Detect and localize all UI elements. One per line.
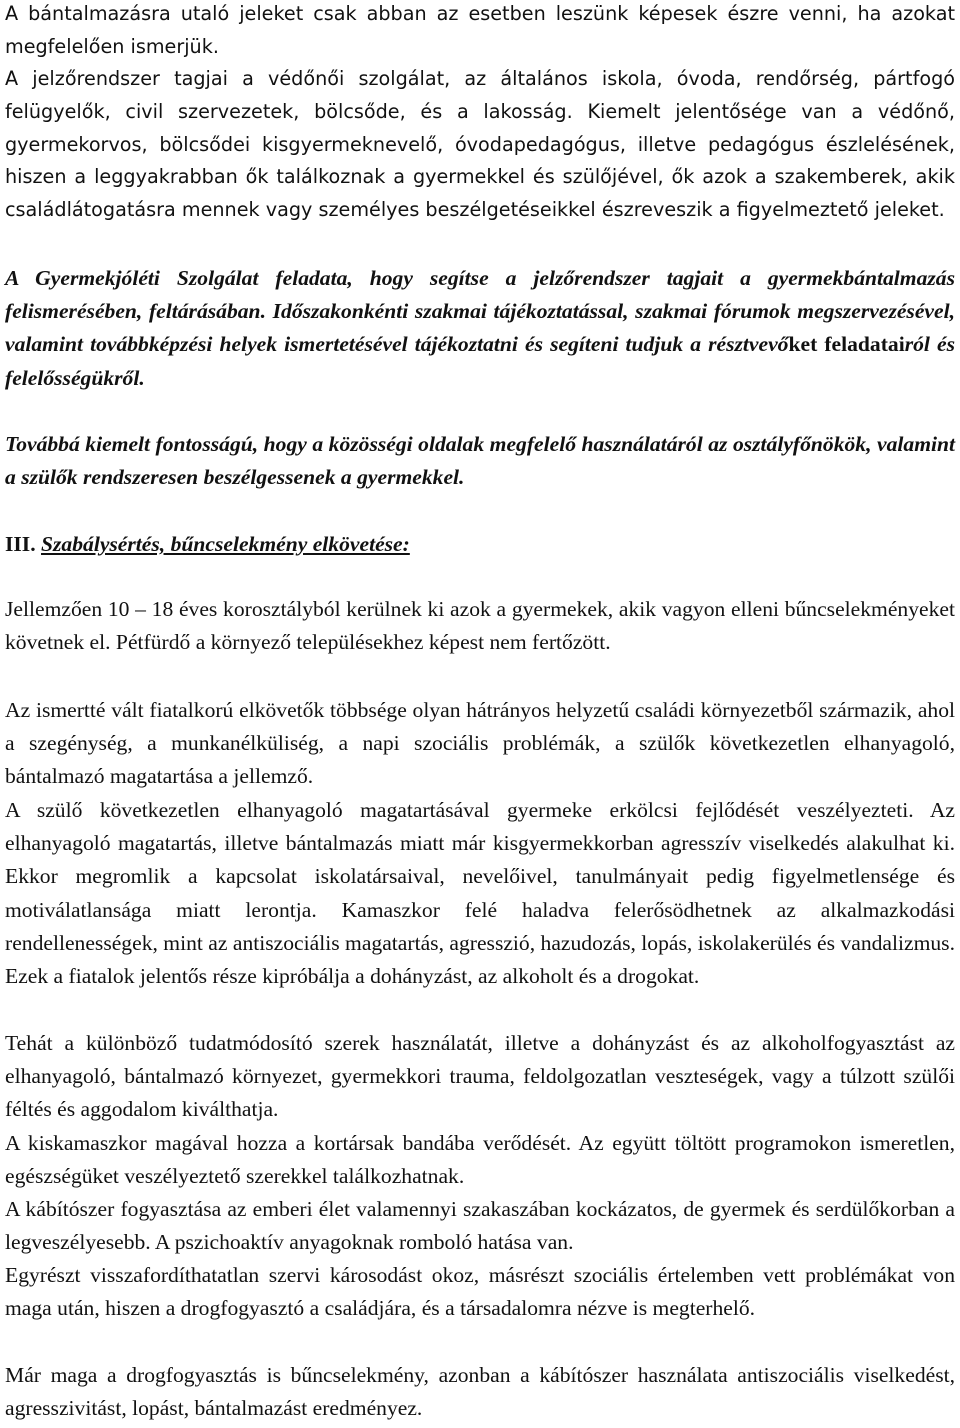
paragraph-social-media: Továbbá kiemelt fontosságú, hogy a közösségi oldalak megfelelő használatáról az osztályfőnökök, valamint a szülők rendszeresen beszélgessenek a gyermekkel. (5, 432, 955, 490)
paragraph-signal-system: A jelzőrendszer tagjai a védőnői szolgálat, az általános iskola, óvoda, rendőrség, pártfogó felügyelők, civil szervezetek, bölcsőde, és a lakosság. Kiemelt jelentősége van a védőnő, gyermekorvos, bölcsődei kisgyermeknevelő, óvodapedagógus, illetve pedagógus észlelésének, hiszen a leggyakrabban ők találkoznak a gyermekkel és szülőjével, ők azok a szakemberek, akik családlátogatásra mennek vagy személyes beszélgetéseikkel észreveszik a figyelmeztető jeleket. (5, 67, 955, 222)
paragraph-drug-crime: Már maga a drogfogyasztás is bűncselekmény, azonban a kábítószer használata antiszociális viselkedést, agresszivitást, lopást, bántalmazást eredményez. (5, 1363, 955, 1421)
paragraph-neglect: A szülő következetlen elhanyagoló magatartásával gyermeke erkölcsi fejlődését veszélyezteti. Az elhanyagoló magatartás, illetve bántalmazás miatt már kisgyermekkorban agresszív viselkedés alakulhat ki. Ekkor megromlik a kapcsolat iskolatársaival, nevelőivel, tanulmányait pedig figyelmetlensége és motiválatlansága miatt lerontja. Kamaszkor felé haladva felerősödhetnek az alkalmazkodási rendellenességek, mint az antiszociális magatartás, agresszió, hazudozás, lopás, iskolakerülés és vandalizmus. Ezek a fiatalok jelentős része kipróbálja a dohányzást, az alkoholt és a drogokat. (5, 798, 955, 989)
paragraph-child-welfare-text: A Gyermekjóléti Szolgálat feladata, hogy segítse a jelzőrendszer tagjait a gyermekbántalmazás felismerésében, feltárásában. Időszakonkénti szakmai tájékoztatással, szakmai fórumok megszervezésével, valamint továbbképzési helyek ismertetésével tájékoztatni és segíteni tudjuk a résztvevő (5, 266, 955, 357)
section-heading (5, 528, 955, 561)
paragraph-child-welfare-text-plain: ket feladatai (788, 332, 905, 357)
section-number: III. (5, 532, 36, 556)
paragraph-peer-groups: A kiskamaszkor magával hozza a kortársak bandába verődését. Az együtt töltött programokon ismeretlen, egészségüket veszélyeztető szerekkel találkozhatnak. (5, 1131, 955, 1189)
paragraph-organ-damage: Egyrészt visszafordíthatatlan szervi károsodást okoz, másrészt szociális értelemben vett problémákat von maga után, hiszen a drogfogyasztó a családjára, és a társadalomra nézve is megterhelő. (5, 1263, 955, 1321)
paragraph-substance-use: Tehát a különböző tudatmódosító szerek használatát, illetve a dohányzást és az alkoholfogyasztást az elhanyagoló, bántalmazó környezet, gyermekkori trauma, feldolgozatlan veszteségek, vagy a túlzott szülői féltés és aggodalom kiválthatja. (5, 1031, 955, 1122)
paragraph-child-welfare-service (5, 262, 955, 395)
paragraph-child-welfare-text-end: ról és felelősségükről. (5, 332, 955, 390)
paragraph-family-background: Az ismertté vált fiatalkorú elkövetők többsége olyan hátrányos helyzetű családi környezetből származik, ahol a szegénység, a munkanélküliség, a napi szociális problémák, a szülők következetlen elhanyagoló, bántalmazó magatartása a jellemző. (5, 698, 955, 789)
paragraph-drug-risk: A kábítószer fogyasztása az emberi élet valamennyi szakaszában kockázatos, de gyermek és serdülőkorban a legveszélyesebb. A pszichoaktív anyagoknak romboló hatása van. (5, 1197, 955, 1255)
section-title: Szabálysértés, bűncselekmény elkövetése: (41, 532, 410, 556)
paragraph-intro: A bántalmazásra utaló jeleket csak abban az esetben leszünk képesek észre venni, ha azokat megfelelően ismerjük. (5, 2, 955, 58)
paragraph-offender-age: Jellemzően 10 – 18 éves korosztályból kerülnek ki azok a gyermekek, akik vagyon elleni bűncselekményeket követnek el. Pétfürdő a környező településekhez képest nem fertőzött. (5, 597, 955, 655)
